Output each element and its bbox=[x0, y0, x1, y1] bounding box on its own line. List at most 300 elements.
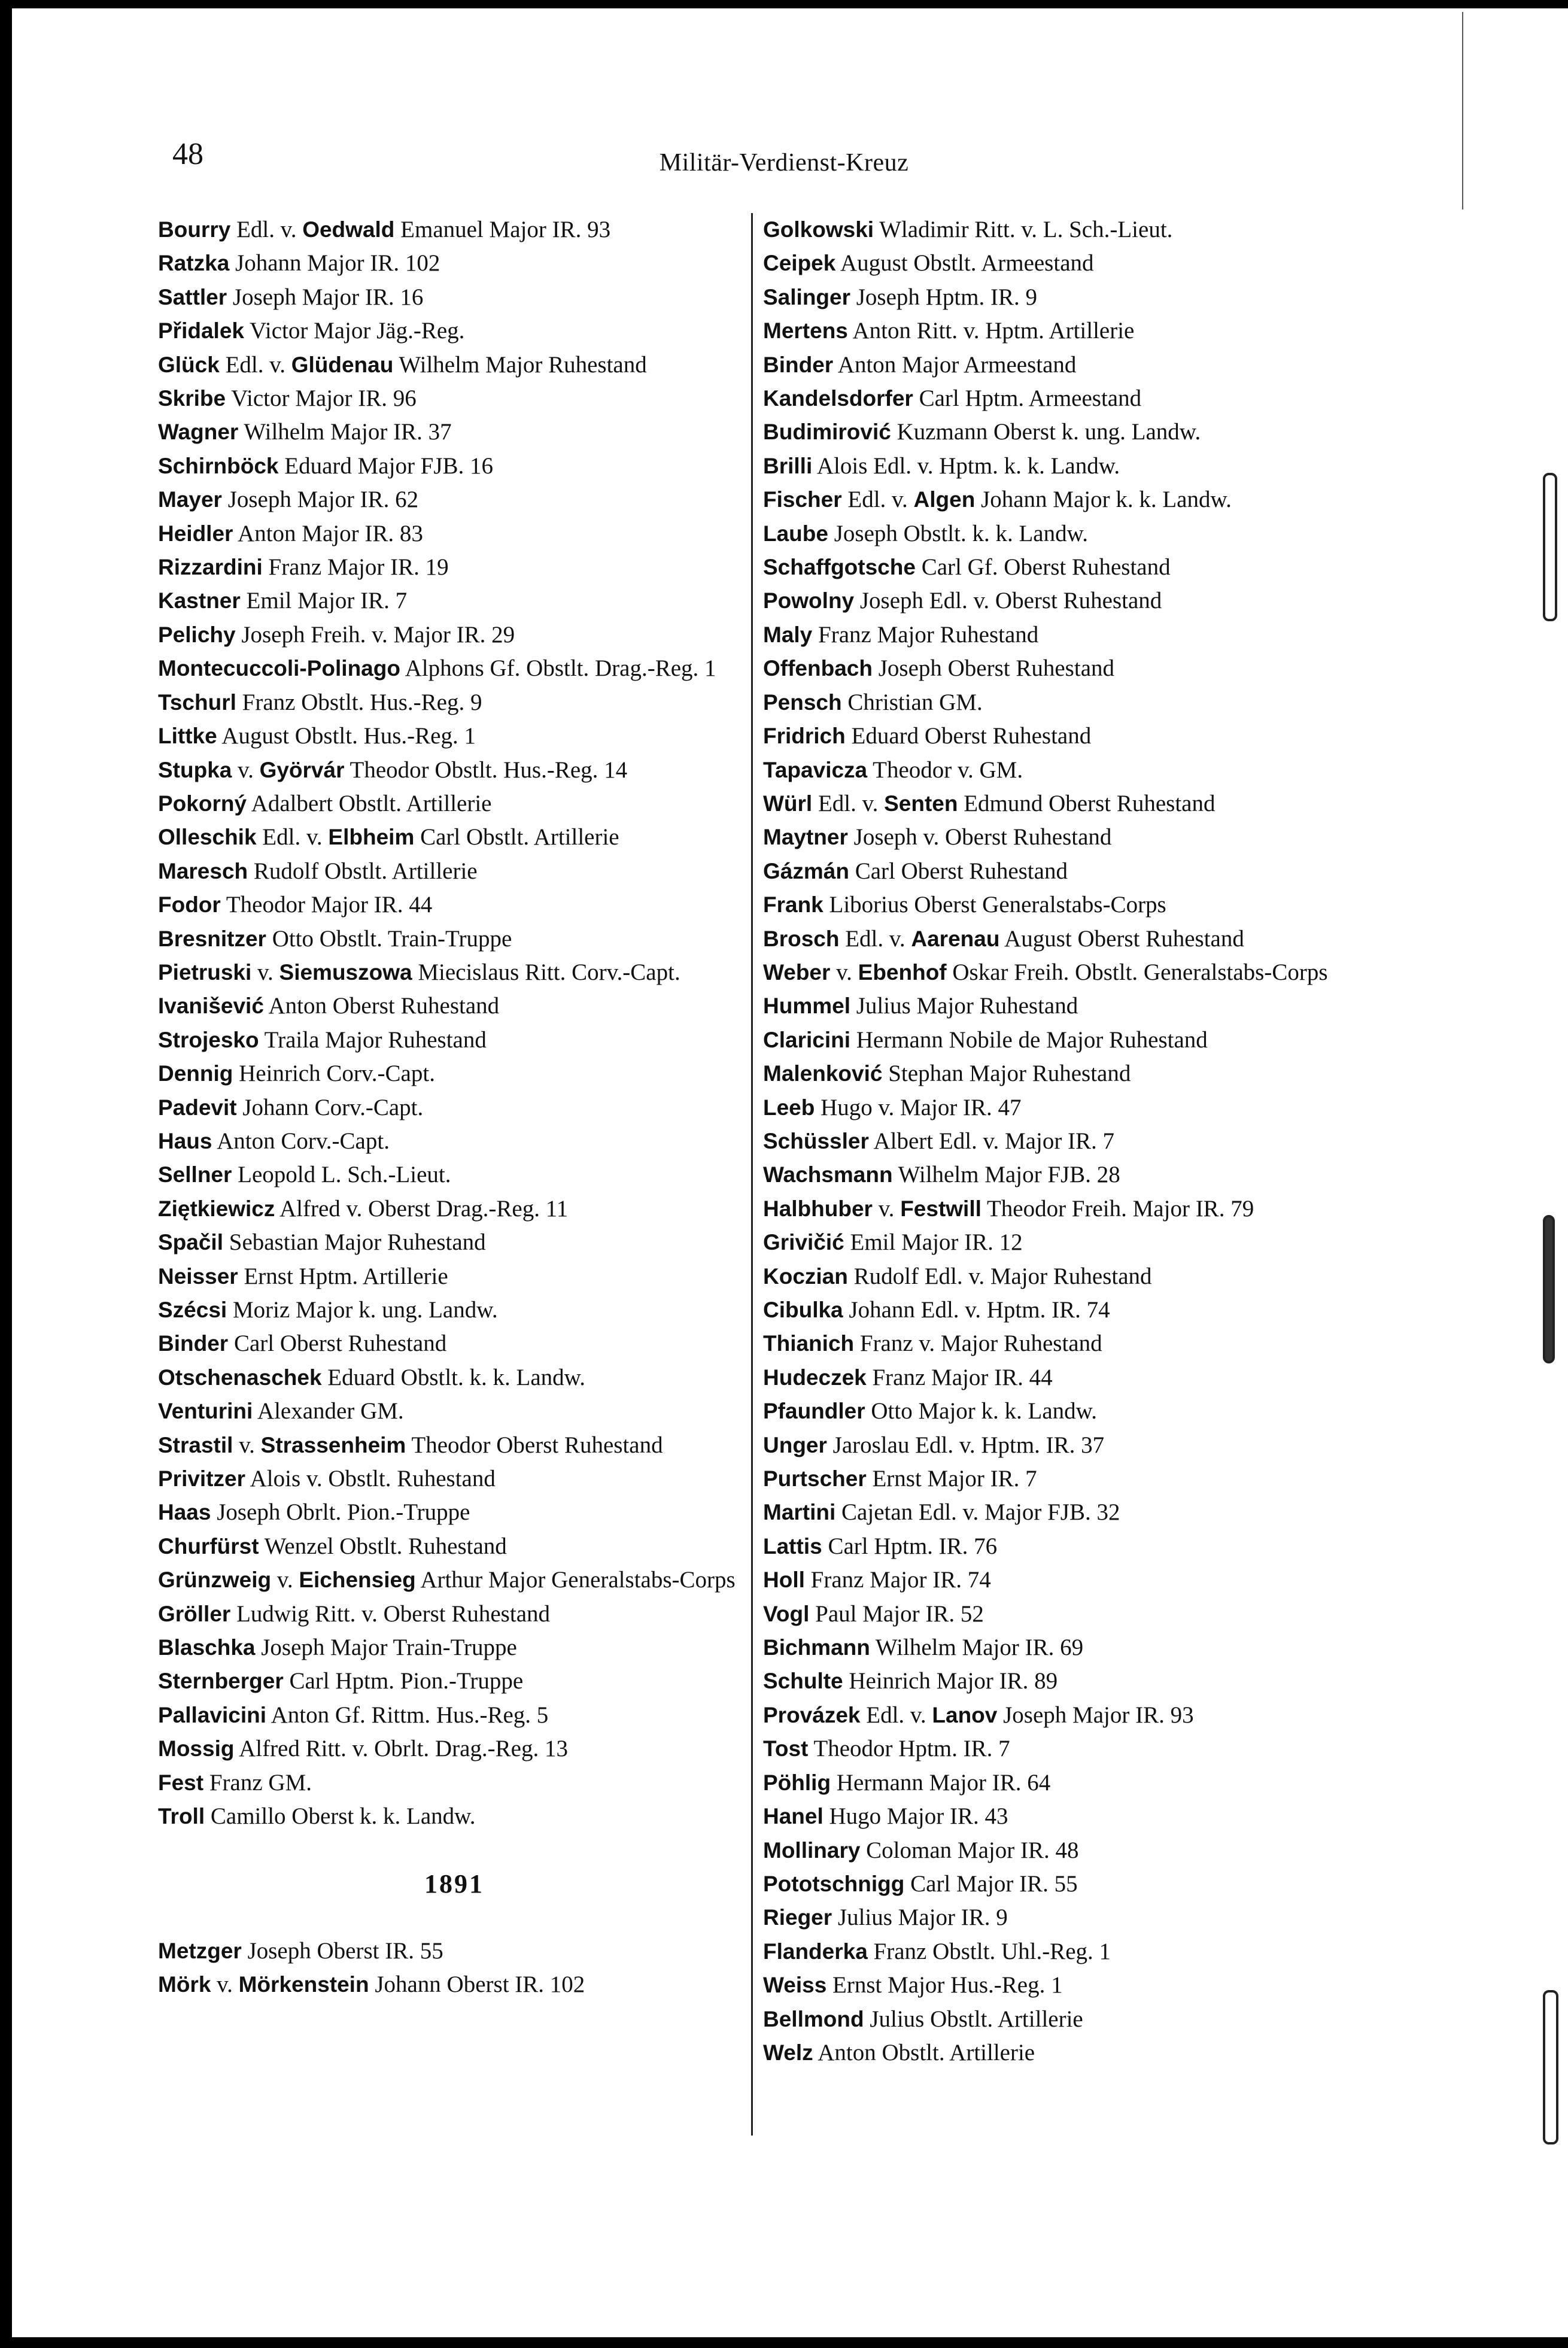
entry-details: Joseph v. Oberst Ruhestand bbox=[853, 824, 1112, 850]
entry-details: Johann Major k. k. Landw. bbox=[981, 487, 1232, 513]
list-item bbox=[763, 1192, 1362, 1226]
entry-details: Anton Gf. Rittm. Hus.-Reg. 5 bbox=[271, 1702, 549, 1728]
left-entry-list-after-year bbox=[158, 1934, 750, 2002]
entry-details: Johann Corv.-Capt. bbox=[242, 1094, 424, 1120]
list-item bbox=[158, 517, 750, 551]
entry-details: Moriz Major k. ung. Landw. bbox=[232, 1297, 498, 1323]
list-item bbox=[763, 1023, 1362, 1057]
list-item bbox=[158, 821, 750, 854]
list-item bbox=[763, 855, 1362, 888]
entry-details: Alfred Ritt. v. Obrlt. Drag.-Reg. 13 bbox=[239, 1736, 568, 1762]
entry-details: Franz Major IR. 74 bbox=[810, 1567, 991, 1593]
list-item bbox=[158, 855, 750, 888]
predicate-name: Festwill bbox=[900, 1196, 981, 1221]
surname: Weber bbox=[763, 959, 831, 985]
surname: Schüssler bbox=[763, 1128, 869, 1153]
list-item bbox=[763, 1597, 1362, 1631]
list-item bbox=[158, 1260, 750, 1293]
list-item bbox=[763, 1901, 1362, 1934]
list-item bbox=[763, 1293, 1362, 1327]
list-item bbox=[763, 247, 1362, 280]
list-item bbox=[158, 1699, 750, 1732]
list-item bbox=[763, 922, 1362, 956]
entry-details: v. bbox=[836, 959, 852, 985]
entry-details: Joseph Major IR. 62 bbox=[227, 487, 419, 513]
list-item bbox=[763, 2036, 1362, 2070]
list-item bbox=[158, 787, 750, 821]
entry-details: Julius Major IR. 9 bbox=[837, 1904, 1008, 1931]
entry-details: v. bbox=[257, 959, 274, 985]
surname: Churfürst bbox=[158, 1533, 259, 1559]
surname: Tschurl bbox=[158, 689, 236, 715]
entry-details: Kuzmann Oberst k. ung. Landw. bbox=[897, 419, 1201, 445]
entry-details: Anton Oberst Ruhestand bbox=[268, 993, 500, 1019]
list-item bbox=[763, 584, 1362, 618]
entry-details: Edl. v. bbox=[236, 217, 297, 242]
surname: Pöhlig bbox=[763, 1770, 831, 1795]
list-item bbox=[763, 1867, 1362, 1901]
surname: Stupka bbox=[158, 757, 232, 782]
surname: Mertens bbox=[763, 318, 848, 344]
list-item bbox=[158, 415, 750, 449]
list-item bbox=[158, 483, 750, 517]
list-item bbox=[158, 1226, 750, 1259]
entry-details: Edl. v. bbox=[262, 824, 323, 850]
list-item bbox=[158, 584, 750, 618]
surname: Schirnböck bbox=[158, 453, 279, 478]
surname: Padevit bbox=[158, 1095, 237, 1120]
list-item bbox=[763, 1563, 1362, 1597]
surname: Ratzka bbox=[158, 251, 230, 276]
entry-details: Franz Obstlt. Uhl.-Reg. 1 bbox=[873, 1938, 1111, 1964]
predicate-name: Aarenau bbox=[911, 926, 1000, 951]
list-item bbox=[158, 652, 750, 685]
list-item bbox=[158, 1125, 750, 1158]
surname: Fest bbox=[158, 1770, 204, 1795]
list-item bbox=[158, 754, 750, 787]
surname: Maresch bbox=[158, 858, 248, 883]
surname: Unger bbox=[763, 1432, 827, 1457]
predicate-name: Algen bbox=[913, 487, 976, 512]
entry-details: Stephan Major Ruhestand bbox=[888, 1061, 1131, 1087]
predicate-name: Györvár bbox=[259, 757, 345, 782]
entry-details: Cajetan Edl. v. Major FJB. 32 bbox=[841, 1499, 1120, 1526]
surname: Olleschik bbox=[158, 825, 257, 850]
right-entry-list bbox=[763, 213, 1362, 2070]
entry-details: Johann Edl. v. Hptm. IR. 74 bbox=[849, 1297, 1110, 1323]
entry-details: Albert Edl. v. Major IR. 7 bbox=[873, 1128, 1115, 1154]
surname: Metzger bbox=[158, 1938, 242, 1963]
entry-details: Hermann Nobile de Major Ruhestand bbox=[856, 1026, 1208, 1053]
surname: Gázmán bbox=[763, 858, 849, 883]
surname: Brilli bbox=[763, 453, 813, 478]
surname: Gröller bbox=[158, 1601, 231, 1626]
list-item bbox=[158, 1057, 750, 1091]
list-item bbox=[158, 1327, 750, 1360]
surname: Fischer bbox=[763, 487, 842, 512]
entry-details: Johann Major IR. 102 bbox=[235, 250, 440, 277]
entry-details: August Obstlt. Armeestand bbox=[840, 250, 1094, 277]
list-item bbox=[158, 888, 750, 922]
surname: Pelichy bbox=[158, 622, 236, 647]
surname: Bresnitzer bbox=[158, 926, 266, 951]
entry-details: Victor Major Jäg.-Reg. bbox=[250, 318, 465, 344]
entry-details: v. bbox=[217, 1972, 233, 1998]
list-item bbox=[763, 1496, 1362, 1529]
surname: Hanel bbox=[763, 1804, 823, 1829]
surname: Pietruski bbox=[158, 959, 252, 985]
entry-details: Camillo Oberst k. k. Landw. bbox=[210, 1803, 476, 1830]
entry-details: Edl. v. bbox=[866, 1702, 926, 1728]
entry-details: Wilhelm Major Ruhestand bbox=[399, 351, 647, 378]
list-item bbox=[763, 1766, 1362, 1800]
right-column bbox=[763, 213, 1362, 2070]
surname: Schaffgotsche bbox=[763, 555, 916, 580]
entry-details: Joseph Obrlt. Pion.-Truppe bbox=[217, 1499, 470, 1526]
entry-details: Heinrich Major IR. 89 bbox=[849, 1668, 1058, 1694]
list-item bbox=[158, 618, 750, 652]
surname: Blaschka bbox=[158, 1635, 256, 1660]
surname: Skribe bbox=[158, 386, 226, 411]
surname: Hudeczek bbox=[763, 1365, 867, 1390]
surname: Glück bbox=[158, 352, 220, 377]
surname: Tost bbox=[763, 1736, 809, 1761]
surname: Welz bbox=[763, 2040, 813, 2065]
list-item bbox=[763, 989, 1362, 1023]
page-number: 48 bbox=[172, 137, 203, 171]
surname: Kandelsdorfer bbox=[763, 386, 913, 411]
list-item bbox=[763, 449, 1362, 483]
surname: Sternberger bbox=[158, 1669, 284, 1694]
list-item bbox=[763, 618, 1362, 652]
entry-details: Paul Major IR. 52 bbox=[815, 1600, 984, 1627]
scan-border-left bbox=[0, 0, 12, 2348]
column-divider bbox=[751, 213, 753, 2136]
surname: Flanderka bbox=[763, 1939, 868, 1964]
entry-details: Carl Major IR. 55 bbox=[910, 1870, 1078, 1897]
list-item bbox=[763, 517, 1362, 551]
surname: Mollinary bbox=[763, 1837, 861, 1863]
entry-details: Carl Hptm. Pion.-Truppe bbox=[289, 1668, 524, 1694]
entry-details: Adalbert Obstlt. Artillerie bbox=[251, 790, 492, 816]
entry-details: Joseph Hptm. IR. 9 bbox=[856, 284, 1037, 310]
surname: Salinger bbox=[763, 284, 850, 309]
entry-details: Theodor Freih. Major IR. 79 bbox=[986, 1195, 1254, 1222]
list-item bbox=[158, 1462, 750, 1496]
surname: Frank bbox=[763, 892, 823, 918]
list-item bbox=[763, 652, 1362, 685]
surname: Powolny bbox=[763, 588, 855, 613]
entry-details: Alois v. Obstlt. Ruhestand bbox=[250, 1466, 496, 1492]
left-entry-list bbox=[158, 213, 750, 1834]
entry-details: Alois Edl. v. Hptm. k. k. Landw. bbox=[816, 452, 1120, 479]
surname: Würl bbox=[763, 791, 813, 816]
entry-details: Joseph Major IR. 16 bbox=[232, 284, 424, 310]
entry-details: Theodor Oberst Ruhestand bbox=[411, 1432, 663, 1458]
surname: Thianich bbox=[763, 1331, 855, 1356]
surname: Schulte bbox=[763, 1669, 843, 1694]
list-item bbox=[158, 956, 750, 989]
page-tab-marker bbox=[1543, 473, 1557, 621]
list-item bbox=[158, 1631, 750, 1664]
list-item bbox=[763, 821, 1362, 854]
surname: Maly bbox=[763, 622, 813, 647]
surname: Rieger bbox=[763, 1905, 832, 1930]
surname: Offenbach bbox=[763, 656, 873, 681]
surname: Lattis bbox=[763, 1533, 822, 1559]
scan-edge-line bbox=[1462, 12, 1463, 209]
list-item bbox=[158, 1158, 750, 1192]
predicate-name: Glüdenau bbox=[291, 352, 394, 377]
entry-details: Carl Obstlt. Artillerie bbox=[420, 824, 619, 850]
list-item bbox=[158, 1597, 750, 1631]
list-item bbox=[158, 1091, 750, 1125]
surname: Fodor bbox=[158, 892, 221, 918]
entry-details: Christian GM. bbox=[847, 689, 983, 715]
entry-details: Arthur Major Generalstabs-Corps bbox=[420, 1567, 736, 1593]
entry-details: Julius Major Ruhestand bbox=[856, 993, 1078, 1019]
surname: Holl bbox=[763, 1568, 805, 1593]
predicate-name: Ebenhof bbox=[858, 959, 947, 985]
surname: Binder bbox=[763, 352, 834, 377]
year-heading: 1891 bbox=[424, 1869, 484, 1899]
list-item bbox=[763, 1125, 1362, 1158]
entry-details: Coloman Major IR. 48 bbox=[866, 1837, 1079, 1863]
surname: Ceipek bbox=[763, 251, 836, 276]
surname: Purtscher bbox=[763, 1466, 867, 1492]
entry-details: Miecislaus Ritt. Corv.-Capt. bbox=[418, 959, 680, 985]
list-item bbox=[763, 1935, 1362, 1969]
entry-details: Julius Obstlt. Artillerie bbox=[870, 2006, 1083, 2032]
surname: Haas bbox=[158, 1500, 211, 1525]
surname: Pokorný bbox=[158, 791, 247, 816]
list-item bbox=[763, 1530, 1362, 1563]
entry-details: Jaroslau Edl. v. Hptm. IR. 37 bbox=[832, 1432, 1105, 1458]
surname: Pallavicini bbox=[158, 1702, 266, 1727]
surname: Malenković bbox=[763, 1061, 883, 1086]
list-item bbox=[158, 1800, 750, 1833]
entry-details: Joseph Obstlt. k. k. Landw. bbox=[834, 520, 1088, 546]
entry-details: Theodor v. GM. bbox=[873, 757, 1023, 783]
surname: Hummel bbox=[763, 994, 850, 1019]
surname: Fridrich bbox=[763, 724, 846, 749]
list-item bbox=[158, 1395, 750, 1428]
predicate-name: Siemuszowa bbox=[279, 959, 412, 985]
surname: Ivanišević bbox=[158, 994, 264, 1019]
list-item bbox=[763, 1699, 1362, 1732]
list-item bbox=[158, 1530, 750, 1563]
surname: Strojesko bbox=[158, 1027, 259, 1052]
surname: Dennig bbox=[158, 1061, 233, 1086]
entry-details: Wenzel Obstlt. Ruhestand bbox=[264, 1533, 507, 1559]
list-item bbox=[763, 1260, 1362, 1293]
surname: Mörk bbox=[158, 1972, 211, 1997]
entry-details: Leopold L. Sch.-Lieut. bbox=[238, 1162, 451, 1188]
list-item bbox=[763, 1057, 1362, 1091]
list-item bbox=[158, 551, 750, 584]
entry-details: Oskar Freih. Obstlt. Generalstabs-Corps bbox=[952, 959, 1328, 985]
surname: Laube bbox=[763, 521, 828, 546]
list-item bbox=[763, 787, 1362, 821]
list-item bbox=[763, 1800, 1362, 1833]
predicate-name: Lanov bbox=[932, 1702, 998, 1727]
predicate-name: Senten bbox=[884, 791, 958, 816]
surname: Bichmann bbox=[763, 1635, 870, 1660]
entry-details: Hermann Major IR. 64 bbox=[836, 1769, 1051, 1796]
list-item bbox=[158, 382, 750, 415]
predicate-name: Oedwald bbox=[302, 217, 395, 242]
entry-details: Franz Obstlt. Hus.-Reg. 9 bbox=[242, 689, 482, 715]
entry-details: Carl Hptm. IR. 76 bbox=[828, 1533, 998, 1559]
list-item bbox=[763, 1969, 1362, 2002]
entry-details: Anton Ritt. v. Hptm. Artillerie bbox=[852, 318, 1135, 344]
entry-details: Franz Major Ruhestand bbox=[818, 621, 1039, 648]
entry-details: Rudolf Edl. v. Major Ruhestand bbox=[853, 1263, 1152, 1289]
entry-details: Otto Major k. k. Landw. bbox=[871, 1398, 1098, 1424]
entry-details: Ernst Major IR. 7 bbox=[872, 1466, 1037, 1492]
surname: Wachsmann bbox=[763, 1162, 893, 1187]
entry-details: Franz Major IR. 44 bbox=[872, 1364, 1053, 1390]
scan-border-top bbox=[0, 0, 1568, 8]
entry-details: Joseph Major Train-Truppe bbox=[261, 1635, 517, 1661]
surname: Szécsi bbox=[158, 1298, 227, 1322]
entry-details: Heinrich Corv.-Capt. bbox=[239, 1061, 435, 1087]
entry-details: Emil Major IR. 12 bbox=[850, 1229, 1023, 1256]
surname: Bourry bbox=[158, 217, 231, 242]
list-item bbox=[763, 415, 1362, 449]
surname: Venturini bbox=[158, 1399, 253, 1424]
list-item bbox=[158, 1496, 750, 1529]
entry-details: Edmund Oberst Ruhestand bbox=[964, 790, 1215, 816]
entry-details: Emil Major IR. 7 bbox=[246, 588, 408, 614]
surname: Ziętkiewicz bbox=[158, 1196, 275, 1221]
entry-details: v. bbox=[878, 1195, 895, 1222]
entry-details: Edl. v. bbox=[225, 351, 285, 378]
list-item bbox=[763, 1834, 1362, 1867]
entry-details: Edl. v. bbox=[847, 487, 908, 513]
list-item bbox=[158, 1934, 750, 1968]
surname: Vogl bbox=[763, 1601, 810, 1626]
predicate-name: Mörkenstein bbox=[238, 1972, 369, 1997]
surname: Littke bbox=[158, 724, 217, 749]
entry-details: Rudolf Obstlt. Artillerie bbox=[253, 858, 478, 884]
list-item bbox=[763, 754, 1362, 787]
entry-details: Theodor Major IR. 44 bbox=[226, 892, 433, 918]
entry-details: Anton Major IR. 83 bbox=[238, 520, 423, 546]
entry-details: Franz Major IR. 19 bbox=[268, 554, 449, 581]
page-tab-marker bbox=[1543, 1215, 1555, 1363]
surname: Strastil bbox=[158, 1432, 233, 1457]
list-item bbox=[158, 719, 750, 753]
entry-details: Anton Corv.-Capt. bbox=[217, 1128, 390, 1154]
list-item bbox=[158, 1361, 750, 1395]
surname: Wagner bbox=[158, 420, 239, 445]
list-item bbox=[158, 449, 750, 483]
entry-details: Theodor Hptm. IR. 7 bbox=[813, 1736, 1010, 1762]
entry-details: Eduard Oberst Ruhestand bbox=[851, 723, 1092, 749]
list-item bbox=[158, 686, 750, 719]
list-item bbox=[763, 1462, 1362, 1496]
list-item bbox=[158, 1732, 750, 1766]
surname: Heidler bbox=[158, 521, 233, 546]
entry-details: Alfred v. Oberst Drag.-Reg. 11 bbox=[279, 1195, 569, 1222]
surname: Sellner bbox=[158, 1162, 232, 1187]
surname: Privitzer bbox=[158, 1466, 246, 1492]
list-item bbox=[763, 1664, 1362, 1698]
predicate-name: Strassenheim bbox=[260, 1432, 406, 1457]
entry-details: Edl. v. bbox=[818, 790, 879, 816]
list-item bbox=[763, 686, 1362, 719]
entry-details: August Obstlt. Hus.-Reg. 1 bbox=[221, 723, 476, 749]
list-item bbox=[763, 1631, 1362, 1664]
surname: Claricini bbox=[763, 1027, 850, 1052]
entry-details: Carl Gf. Oberst Ruhestand bbox=[921, 554, 1171, 581]
surname: Budimirović bbox=[763, 420, 891, 445]
entry-details: Joseph Edl. v. Oberst Ruhestand bbox=[859, 588, 1162, 614]
entry-details: Joseph Major IR. 93 bbox=[1003, 1702, 1194, 1728]
entry-details: Eduard Obstlt. k. k. Landw. bbox=[327, 1364, 586, 1390]
surname: Mayer bbox=[158, 487, 222, 512]
list-item bbox=[158, 1293, 750, 1327]
list-item bbox=[158, 247, 750, 280]
surname: Rizzardini bbox=[158, 555, 263, 580]
page-tab-marker bbox=[1543, 1990, 1558, 2145]
list-item bbox=[158, 1023, 750, 1057]
entry-details: v. bbox=[238, 757, 254, 783]
list-item bbox=[158, 989, 750, 1023]
entry-details: Sebastian Major Ruhestand bbox=[229, 1229, 486, 1256]
entry-details: Carl Oberst Ruhestand bbox=[233, 1331, 447, 1357]
surname: Binder bbox=[158, 1331, 229, 1356]
surname: Mossig bbox=[158, 1736, 235, 1761]
list-item bbox=[763, 2003, 1362, 2036]
entry-details: Joseph Freih. v. Major IR. 29 bbox=[241, 621, 515, 648]
entry-details: Anton Major Armeestand bbox=[837, 351, 1077, 378]
list-item bbox=[158, 922, 750, 956]
list-item bbox=[763, 551, 1362, 584]
entry-details: Ludwig Ritt. v. Oberst Ruhestand bbox=[236, 1600, 551, 1627]
left-column bbox=[158, 213, 750, 2002]
list-item bbox=[158, 1429, 750, 1462]
surname: Bellmond bbox=[763, 2006, 864, 2031]
surname: Brosch bbox=[763, 926, 840, 951]
entry-details: Franz v. Major Ruhestand bbox=[859, 1331, 1102, 1357]
entry-details: Johann Oberst IR. 102 bbox=[375, 1972, 585, 1998]
list-item bbox=[763, 281, 1362, 314]
entry-details: Joseph Oberst Ruhestand bbox=[878, 655, 1115, 682]
entry-details: Alexander GM. bbox=[257, 1398, 404, 1424]
entry-details: Hugo Major IR. 43 bbox=[829, 1803, 1008, 1830]
entry-details: Wilhelm Major IR. 37 bbox=[244, 419, 452, 445]
entry-details: Ernst Hptm. Artillerie bbox=[244, 1263, 448, 1289]
entry-details: Victor Major IR. 96 bbox=[231, 385, 417, 412]
entry-details: v. bbox=[239, 1432, 255, 1458]
list-item bbox=[763, 1158, 1362, 1192]
entry-details: August Oberst Ruhestand bbox=[1004, 925, 1244, 952]
surname: Haus bbox=[158, 1128, 212, 1153]
list-item bbox=[763, 1091, 1362, 1125]
surname: Sattler bbox=[158, 284, 227, 309]
surname: Pototschnigg bbox=[763, 1871, 905, 1896]
surname: Pensch bbox=[763, 689, 842, 715]
entry-details: Wilhelm Major IR. 69 bbox=[875, 1635, 1084, 1661]
surname: Grünzweig bbox=[158, 1568, 272, 1593]
list-item bbox=[763, 213, 1362, 247]
surname: Spačil bbox=[158, 1230, 223, 1255]
entry-details: Hugo v. Major IR. 47 bbox=[821, 1094, 1022, 1120]
predicate-name: Eichensieg bbox=[299, 1568, 416, 1593]
surname: Tapavicza bbox=[763, 757, 868, 782]
